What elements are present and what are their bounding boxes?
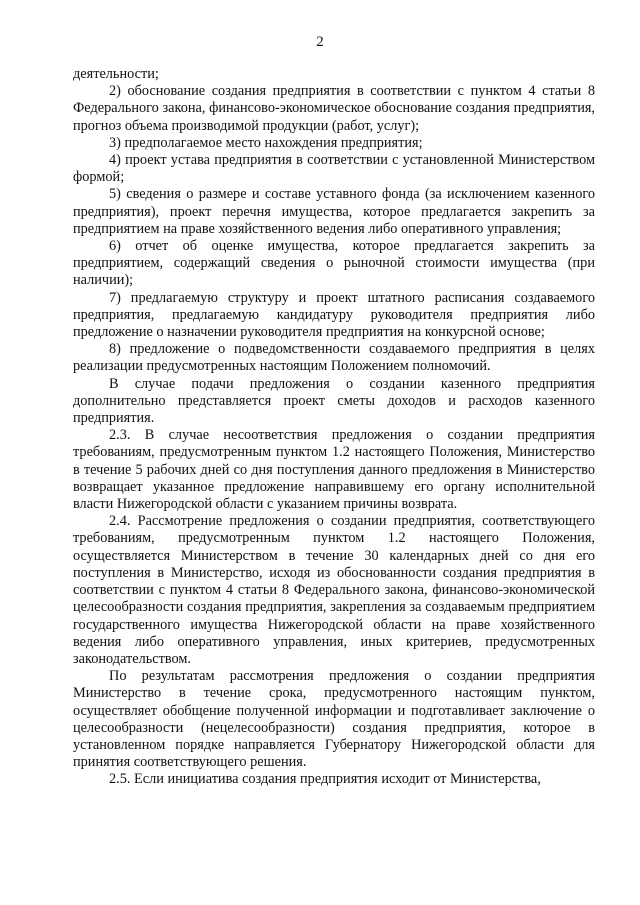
document-body — [73, 66, 595, 789]
section-2-4: 2.4. Рассмотрение предложения о создании предприятия, соответствующего требованиям, предусмотренным пунктом 1.2 настоящего Положения, осуществляется Министерством в течение 30 календарных дней со дня его поступления в Министерство, исходя из обоснованности создания предприятия в соответствии с пунктом 4 статьи 8 Федерального закона, финансово-экономической целесообразности создания предприятия, закрепления за создаваемым предприятием государственного имущества Нижегородской области на праве хозяйственного ведения либо оперативного управления, иных критериев, предусмотренных законодательством. — [73, 513, 595, 667]
list-item-4: 4) проект устава предприятия в соответствии с установленной Министерством формой; — [73, 152, 595, 186]
list-item-2: 2) обоснование создания предприятия в соответствии с пунктом 4 статьи 8 Федерального закона, финансово-экономическое обоснование создания предприятия, прогноз объема производимой продукции (работ, услуг); — [73, 83, 595, 134]
paragraph-results: По результатам рассмотрения предложения о создании предприятия Министерство в течение срока, предусмотренного настоящим пунктом, осуществляет обобщение полученной информации и подготавливает заключение о целесообразности (нецелесообразности) создания предприятия, которое в установленном порядке направляется Губернатору Нижегородской области для принятия соответствующего решения. — [73, 668, 595, 771]
section-2-5: 2.5. Если инициатива создания предприятия исходит от Министерства, — [109, 771, 541, 788]
list-item-5: 5) сведения о размере и составе уставного фонда (за исключением казенного предприятия), проект перечня имущества, которое предлагается закрепить за предприятием на праве хозяйственного ведения либо оперативного управления; — [73, 186, 595, 237]
list-item-3: 3) предполагаемое место нахождения предприятия; — [109, 134, 423, 151]
section-2-3: 2.3. В случае несоответствия предложения о создании предприятия требованиям, предусмотренным пунктом 1.2 настоящего Положения, Министерство в течение 5 рабочих дней со дня поступления данного предложения в Министерство возвращает указанное предложение направившему его органу исполнительной власти Нижегородской области с указанием причины возврата. — [73, 427, 595, 513]
paragraph-kazennoe: В случае подачи предложения о создании казенного предприятия дополнительно представляется проект сметы доходов и расходов казенного предприятия. — [73, 375, 595, 427]
list-item-7: 7) предлагаемую структуру и проект штатного расписания создаваемого предприятия, предлагаемую кандидатуру руководителя предприятия либо предложение о назначении руководителя предприятия на конкурсной основе; — [73, 289, 595, 341]
page-number: 2 — [316, 34, 324, 50]
list-item-6: 6) отчет об оценке имущества, которое предлагается закрепить за предприятием, содержащий сведения о рыночной стоимости имущества (при наличии); — [73, 238, 595, 289]
paragraph-continuation: деятельности; — [73, 66, 159, 82]
list-item-8: 8) предложение о подведомственности создаваемого предприятия в целях реализации предусмотренных настоящим Положением полномочий. — [73, 341, 595, 375]
